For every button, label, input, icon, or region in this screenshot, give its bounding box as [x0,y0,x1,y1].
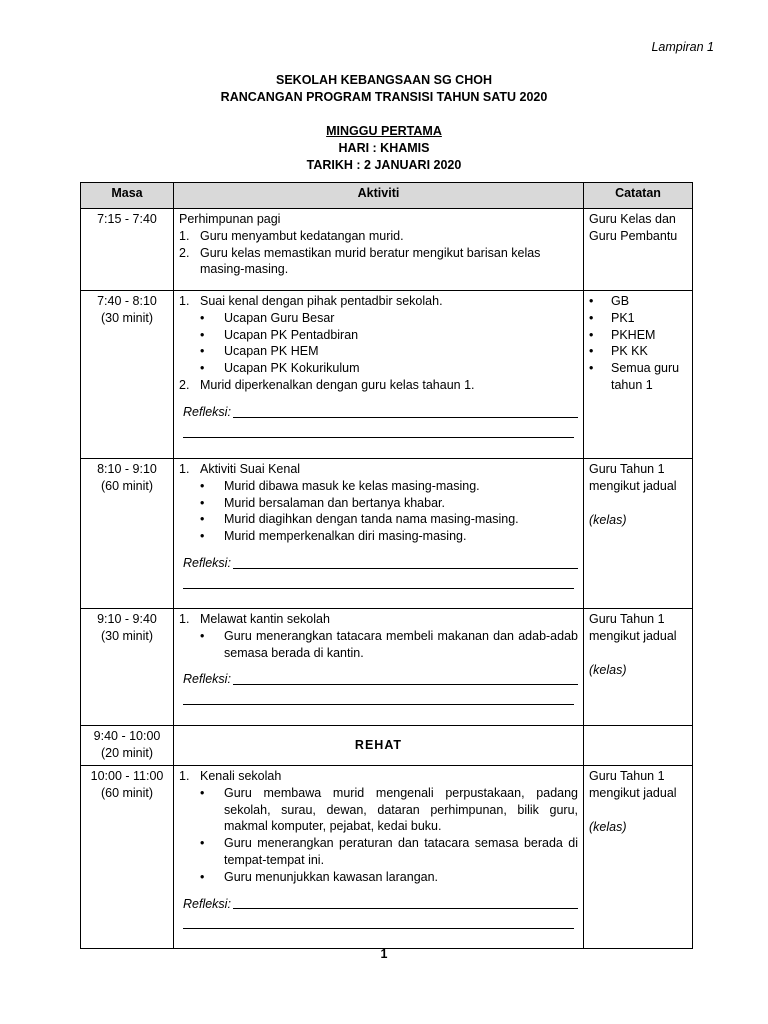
bullet-text: Ucapan PK Kokurikulum [224,361,360,376]
notes-cell [584,209,693,291]
item-number: 1. [179,769,190,783]
note-text: PK KK [611,344,648,359]
table-row [81,766,693,949]
time-cell [81,726,174,766]
item-number: 1. [179,462,190,476]
table-row [81,209,693,291]
reflection-line [233,568,578,569]
note-text: Semua guru tahun 1 [611,361,680,392]
bullet-icon: • [200,529,205,544]
item-text: Murid diperkenalkan dengan guru kelas tahaun 1. [200,377,475,392]
note-line: Guru Tahun 1 [589,612,665,626]
bullet-item [179,869,578,886]
reflection-label: Refleksi: [183,404,231,419]
note-class-label: (kelas) [589,512,627,527]
item-number: 1. [179,294,190,308]
time-label: 7:40 - 8:10 [97,294,157,308]
duration-label: (60 minit) [100,478,154,493]
table-row [81,726,693,766]
note-line: Guru Pembantu [589,228,678,243]
schedule-table [80,182,693,949]
page-number: 1 [380,947,388,961]
bullet-item [179,628,578,662]
bullet-item [179,835,578,869]
bullet-icon: • [589,344,594,359]
bullet-icon: • [200,869,205,884]
time-cell [81,766,174,949]
column-header-masa: Masa [81,183,174,209]
bullet-icon: • [589,294,594,308]
bullet-text: Ucapan Guru Besar [224,310,335,325]
bullet-text: Murid dibawa masuk ke kelas masing-masing. [224,478,480,493]
bullet-text: Guru membawa murid mengenali perpustakaan, padang sekolah, surau, dewan, dataran perhimpunan, bilik guru, makmal komputer, pejabat, kedai buku. [224,785,578,834]
note-class-label: (kelas) [589,819,627,834]
bullet-icon: • [200,344,205,359]
time-cell [81,291,174,459]
time-label: 8:10 - 9:10 [97,462,157,476]
reflection-line [233,417,578,418]
item-number: 1. [179,612,190,626]
activity-cell [174,766,584,949]
bullet-icon: • [200,310,205,325]
time-label: 7:15 - 7:40 [97,212,157,226]
time-label: 9:40 - 10:00 [93,729,161,743]
item-text: Guru menyambut kedatangan murid. [200,228,404,243]
note-item [589,343,687,360]
list-item [179,461,578,478]
bullet-item [179,785,578,835]
time-label: 9:10 - 9:40 [97,612,157,626]
reflection-line [233,908,578,909]
list-item [179,768,578,785]
bullet-icon: • [200,512,205,527]
note-line: Guru Tahun 1 [589,462,665,476]
reflection-line [183,437,574,438]
reflection-label: Refleksi: [183,555,231,570]
note-text: PKHEM [611,327,656,342]
bullet-item [179,343,578,360]
reflection-label: Refleksi: [183,672,231,687]
bullet-icon: • [200,478,205,493]
note-item [589,310,687,327]
note-item [589,327,687,344]
reflection-field [179,896,578,913]
note-class-label: (kelas) [589,662,627,677]
notes-cell [584,726,693,766]
table-header-row [81,183,693,209]
notes-cell [584,459,693,609]
bullet-item [179,495,578,512]
week-title: MINGGU PERTAMA [326,124,442,138]
break-label: REHAT [354,738,403,752]
bullet-icon: • [200,628,205,643]
reflection-field [179,555,578,572]
bullet-text: Murid memperkenalkan diri masing-masing. [224,529,467,544]
bullet-icon: • [589,361,594,376]
bullet-text: Ucapan PK HEM [224,344,319,359]
bullet-item [179,310,578,327]
column-header-catatan: Catatan [584,183,693,209]
note-item [589,360,687,394]
item-number: 2. [179,245,190,260]
note-text: PK1 [611,310,635,325]
note-line: mengikut jadual [589,785,677,800]
list-item [179,611,578,628]
bullet-icon: • [200,361,205,376]
notes-cell [584,291,693,459]
bullet-item [179,327,578,344]
reflection-field [179,404,578,421]
bullet-text: Murid bersalaman dan bertanya khabar. [224,495,445,510]
bullet-item [179,360,578,377]
bullet-text: Guru menerangkan tatacara membeli makanan dan adab-adab semasa berada di kantin. [224,628,578,660]
date-label: TARIKH : 2 JANUARI 2020 [306,158,462,172]
duration-label: (30 minit) [100,628,154,643]
time-cell [81,209,174,291]
bullet-text: Ucapan PK Pentadbiran [224,327,359,342]
item-number: 1. [179,228,190,243]
notes-cell [584,609,693,726]
bullet-text: Murid diagihkan dengan tanda nama masing-masing. [224,512,519,527]
time-cell [81,609,174,726]
activity-cell [174,609,584,726]
document-header [0,72,768,174]
activity-cell [174,459,584,609]
break-cell [174,726,584,766]
duration-label: (60 minit) [100,785,154,800]
item-text: Suai kenal dengan pihak pentadbir sekolah. [200,294,443,308]
table-row [81,609,693,726]
program-title: RANCANGAN PROGRAM TRANSISI TAHUN SATU 2020 [220,90,548,104]
notes-cell [584,766,693,949]
reflection-line [183,928,574,929]
note-text: GB [611,294,630,308]
note-line: Guru Kelas dan [589,212,676,226]
list-item [179,228,578,245]
duration-label: (20 minit) [100,745,154,760]
time-label: 10:00 - 11:00 [90,769,164,783]
bullet-text: Guru menunjukkan kawasan larangan. [224,869,439,884]
reflection-line [183,704,574,705]
day-label: HARI : KHAMIS [338,141,430,155]
table-row [81,291,693,459]
reflection-line [233,684,578,685]
bullet-icon: • [200,327,205,342]
item-text: Melawat kantin sekolah [200,612,330,626]
bullet-icon: • [200,836,205,851]
column-header-aktiviti: Aktiviti [174,183,584,209]
list-item [179,293,578,310]
item-number: 2. [179,377,190,392]
reflection-label: Refleksi: [183,896,231,911]
bullet-icon: • [200,785,205,800]
reflection-field [179,671,578,688]
note-line: Guru Tahun 1 [589,769,665,783]
item-text: Guru kelas memastikan murid beratur mengikut barisan kelas masing-masing. [200,245,541,277]
note-item [589,293,687,310]
bullet-icon: • [200,495,205,510]
list-item [179,377,578,394]
bullet-icon: • [589,310,594,325]
activity-cell [174,291,584,459]
bullet-item [179,511,578,528]
duration-label: (30 minit) [100,310,154,325]
note-line: mengikut jadual [589,628,677,643]
bullet-item [179,528,578,545]
reflection-line [183,588,574,589]
activity-cell [174,209,584,291]
item-text: Kenali sekolah [200,769,282,783]
bullet-item [179,478,578,495]
bullet-icon: • [589,327,594,342]
note-line: mengikut jadual [589,478,677,493]
table-row [81,459,693,609]
bullet-text: Guru menerangkan peraturan dan tatacara semasa berada di tempat-tempat ini. [224,836,578,867]
item-text: Aktiviti Suai Kenal [200,462,301,476]
attachment-label: Lampiran 1 [651,40,714,54]
list-item [179,245,578,279]
activity-heading: Perhimpunan pagi [179,212,281,226]
time-cell [81,459,174,609]
school-name: SEKOLAH KEBANGSAAN SG CHOH [276,73,492,87]
